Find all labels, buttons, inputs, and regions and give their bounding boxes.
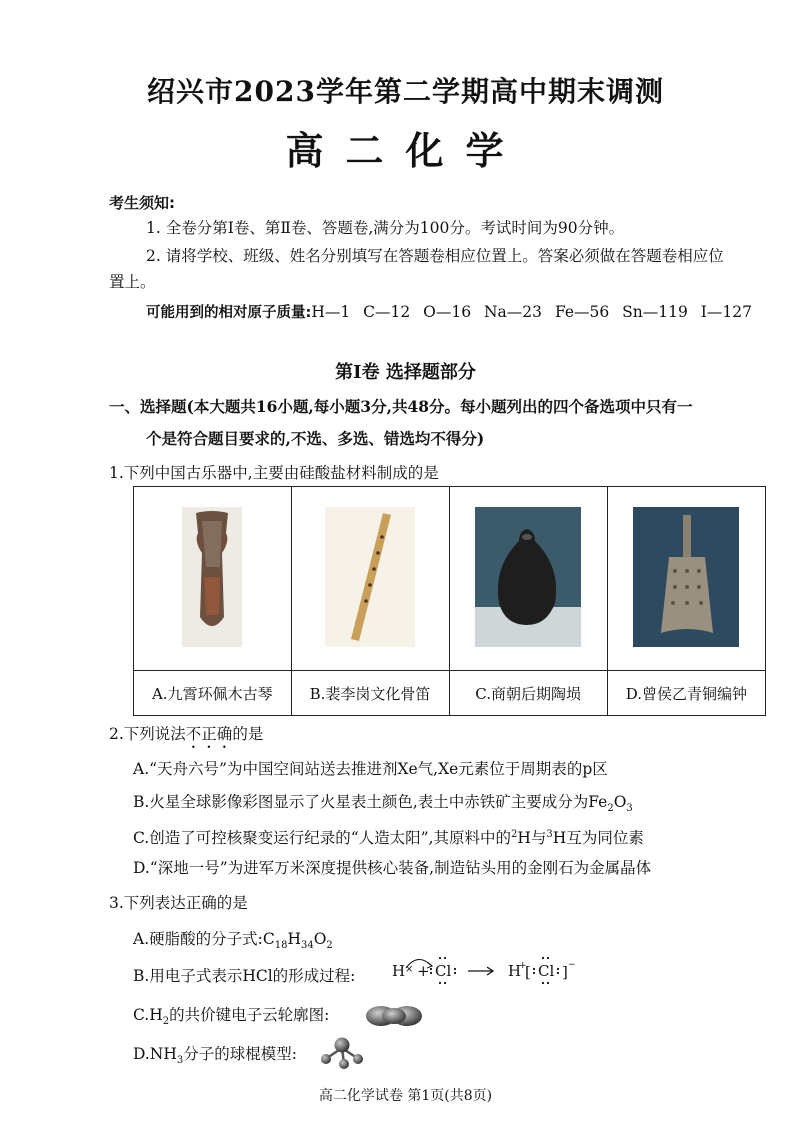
q3-a-m2: O [313, 930, 327, 948]
q3-d-sub: 3 [176, 1055, 184, 1067]
hcl-electron-formula-icon [388, 950, 588, 992]
q2-b-sub1: 2 [607, 803, 614, 815]
q1-option-a-image-cell [134, 487, 292, 671]
section-instruction-line1: 一、选择题(本大题共16小题,每小题3分,共48分。每小题列出的四个备选项中只有一 [109, 397, 693, 416]
q3-d-text: D.NH [133, 1045, 177, 1063]
q1-option-a[interactable]: A.九霄环佩木古琴 [134, 671, 292, 716]
q3-a-m1: H [287, 930, 301, 948]
notice-heading: 考生须知: [109, 194, 175, 212]
svg-text:[: [ [525, 963, 531, 981]
guqin-image [182, 507, 242, 647]
q2-stem-emphasis: 不正确 [185, 725, 233, 743]
q2-option-d[interactable]: D.“深地一号”为进军万米深度提供核心装备,制造钻头用的金刚石为金属晶体 [133, 859, 652, 877]
q3-a-sub2: 34 [300, 940, 314, 952]
q2-c-post: H互为同位素 [552, 829, 644, 848]
subject-title: 高二化学 [285, 128, 526, 173]
q3-d-post: 分子的球棍模型: [183, 1045, 297, 1063]
atomic-mass-label: 可能用到的相对原子质量: [146, 305, 312, 321]
q3-a-sub1: 18 [274, 940, 288, 952]
q3-c-sub: 2 [162, 1016, 170, 1028]
notice-item-2-line1: 2. 请将学校、班级、姓名分别填写在答题卷相应位置上。答案必须做在答题卷相应位 [146, 247, 724, 265]
q1-stem: 1.下列中国古乐器中,主要由硅酸盐材料制成的是 [109, 464, 439, 482]
q1-option-b[interactable]: B.裴李岗文化骨笛 [291, 671, 449, 716]
section-title: 第Ⅰ卷 选择题部分 [335, 362, 476, 383]
q1-option-d[interactable]: D.曾侯乙青铜编钟 [607, 671, 765, 716]
q3-a-text: A.硬脂酸的分子式:C [133, 930, 275, 948]
svg-text:]: ] [562, 963, 568, 981]
q3-option-d[interactable] [133, 1044, 297, 1071]
clay-xun-image [475, 507, 581, 647]
q3-c-text: C.H [133, 1006, 163, 1024]
q2-c-text: C.创造了可控核聚变运行纪录的“人造太阳”,其原料中的 [133, 829, 512, 848]
bronze-bell-image [633, 507, 739, 647]
q1-option-d-image-cell [607, 487, 765, 671]
exam-title: 绍兴市2023学年第二学期高中期末调测 [147, 75, 664, 108]
svg-text:−: − [568, 960, 576, 970]
notice-item-1: 1. 全卷分第Ⅰ卷、第Ⅱ卷、答题卷,满分为100分。考试时间为90分钟。 [146, 219, 625, 237]
q2-stem [109, 724, 263, 752]
q3-stem: 3.下列表达正确的是 [109, 894, 248, 912]
svg-text:+: + [417, 962, 430, 980]
atomic-mass-line [146, 302, 752, 323]
q1-option-c[interactable]: C.商朝后期陶埙 [449, 671, 607, 716]
q2-b-text: B.火星全球影像彩图显示了火星表土颜色,表土中赤铁矿主要成分为Fe [133, 793, 608, 811]
section-instruction-line2: 个是符合题目要求的,不选、多选、错选均不得分) [146, 429, 485, 448]
q2-option-a[interactable]: A.“天舟六号”为中国空间站送去推进剂Xe气,Xe元素位于周期表的p区 [133, 760, 608, 778]
svg-text:+: + [519, 961, 527, 971]
q1-option-c-image-cell [449, 487, 607, 671]
q2-option-b[interactable] [133, 792, 633, 819]
q3-a-sub3: 2 [326, 940, 333, 952]
notice-item-2-line2: 置上。 [109, 273, 156, 291]
q2-b-mid: O [613, 793, 627, 811]
atomic-mass-values: H—1 C—12 O—16 Na—23 Fe—56 Sn—119 I—127 [311, 303, 752, 321]
q3-option-c[interactable] [133, 1005, 329, 1032]
q3-option-a[interactable] [133, 929, 333, 956]
svg-text:H: H [392, 962, 406, 980]
q2-stem-pre: 2.下列说法 [109, 725, 186, 743]
h2-electron-cloud-icon [364, 1002, 424, 1030]
bone-flute-image [325, 507, 415, 647]
q2-c-sup2: 3 [546, 829, 553, 840]
q1-option-b-image-cell [291, 487, 449, 671]
q1-options-table [133, 486, 766, 716]
q2-stem-post: 的是 [232, 725, 264, 743]
q2-c-mid: H与 [517, 829, 547, 848]
q3-c-post: 的共价键电子云轮廓图: [169, 1006, 330, 1024]
q3-option-b[interactable]: B.用电子式表示HCl的形成过程: [133, 967, 356, 985]
page-footer: 高二化学试卷 第1页(共8页) [318, 1088, 493, 1104]
svg-text:Cl: Cl [538, 962, 555, 980]
svg-text:Cl: Cl [435, 962, 452, 980]
q2-b-sub2: 3 [626, 803, 633, 815]
q2-option-c[interactable] [133, 825, 644, 848]
q2-c-sup1: 2 [511, 829, 518, 840]
svg-text:H: H [508, 962, 522, 980]
nh3-ball-stick-icon [318, 1034, 366, 1070]
svg-text:×: × [405, 964, 414, 975]
